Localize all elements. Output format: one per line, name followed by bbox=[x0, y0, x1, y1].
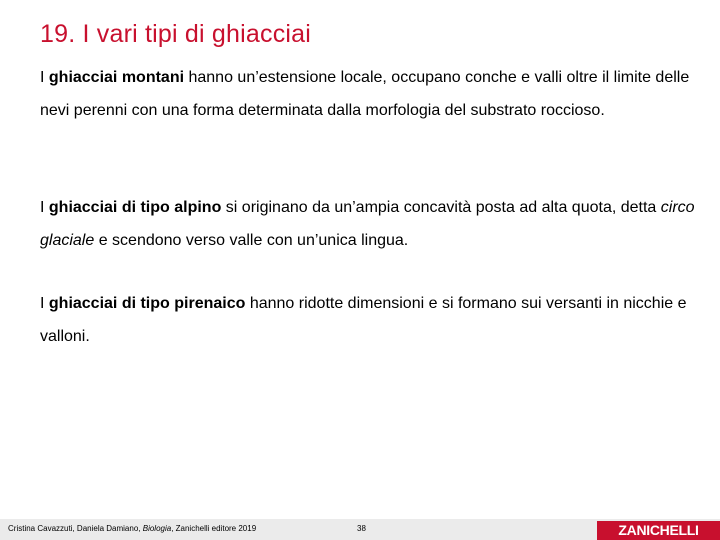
p3-bold-term: ghiacciai di tipo pirenaico bbox=[48, 295, 246, 312]
paragraph-tipo-pirenaico bbox=[40, 287, 700, 353]
zanichelli-logo: ZANICHELLI bbox=[597, 521, 720, 540]
p2-text-1: I bbox=[40, 199, 49, 216]
footer-citation bbox=[8, 524, 256, 533]
citation-publisher: , Zanichelli editore 2019 bbox=[171, 524, 257, 533]
p2-bold-term: ghiacciai di tipo alpino bbox=[48, 199, 222, 216]
paragraph-ghiacciai-montani bbox=[40, 61, 700, 127]
p1-text-2: hanno un’estensione locale, occupano conche e valli oltre il limite delle nevi perenni con una forma determinata dalla morfologia del substrato roccioso. bbox=[40, 69, 690, 119]
p3-text-2: hanno ridotte dimensioni e si formano sui versanti in nicchie e valloni. bbox=[40, 295, 687, 345]
citation-authors: Cristina Cavazzuti, Daniela Damiano, bbox=[8, 524, 143, 533]
p1-bold-term: ghiacciai montani bbox=[48, 69, 185, 86]
p2-italic-term: circo glaciale bbox=[40, 199, 695, 249]
page-number: 38 bbox=[357, 524, 366, 533]
p1-text-1: I bbox=[40, 69, 49, 86]
paragraph-tipo-alpino bbox=[40, 191, 700, 257]
citation-book-title: Biologia bbox=[142, 524, 172, 533]
p2-text-3: e scendono verso valle con un’unica lingua. bbox=[94, 232, 409, 249]
p3-text-1: I bbox=[40, 295, 49, 312]
p2-text-2: si originano da un’ampia concavità posta ad alta quota, detta bbox=[221, 199, 661, 216]
slide-title: 19. I vari tipi di ghiacciai bbox=[40, 20, 312, 48]
